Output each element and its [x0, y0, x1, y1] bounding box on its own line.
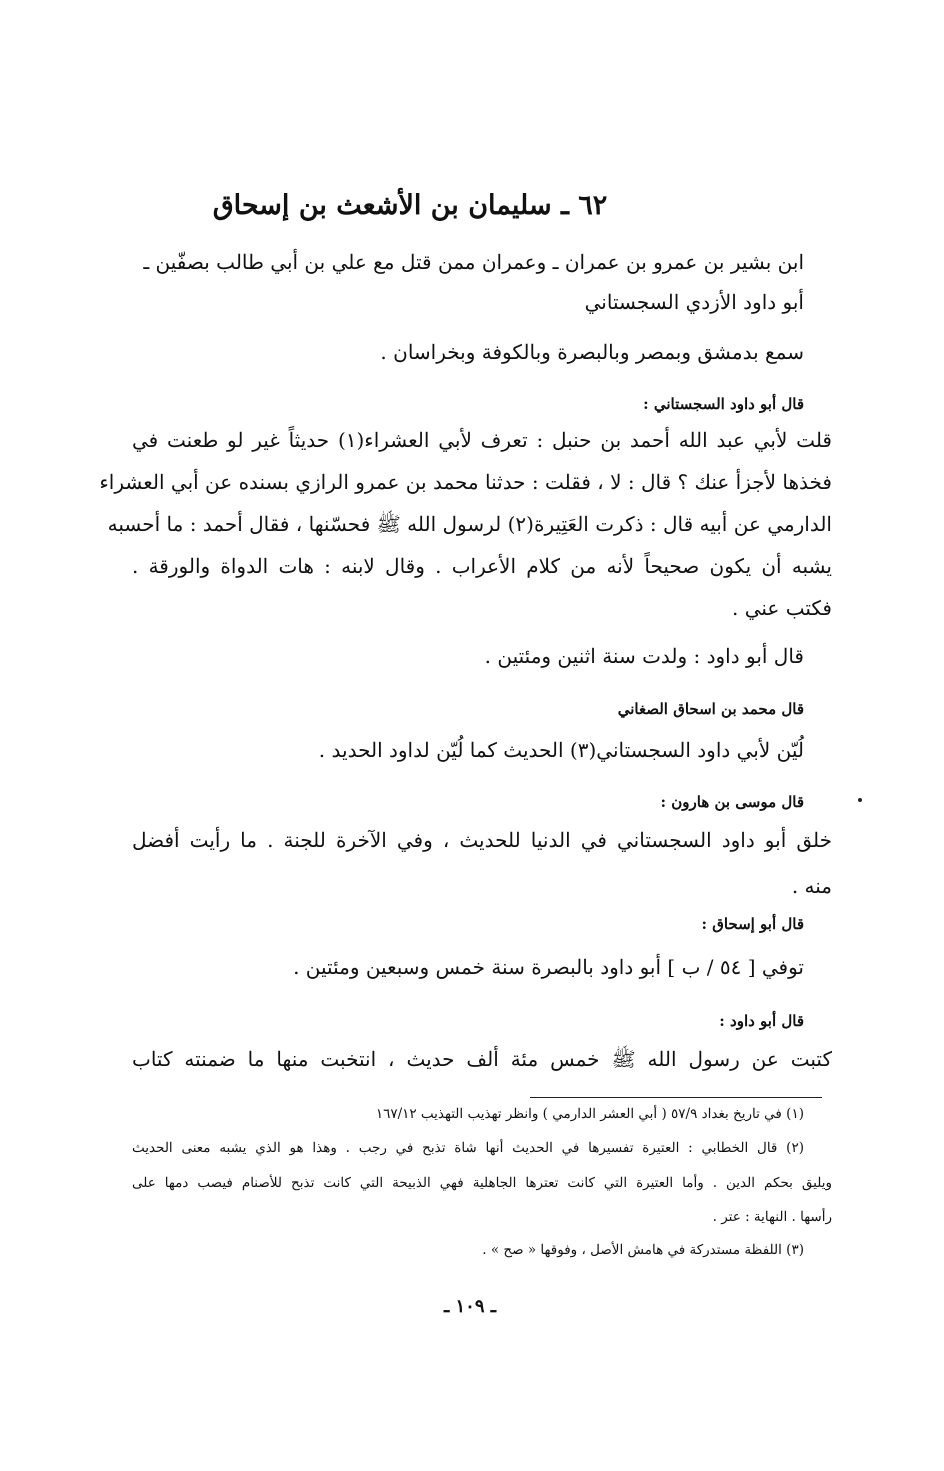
body-line: منه .	[791, 874, 832, 898]
footnote-2: (٢) قال الخطابي : العتيرة تفسيرها في الحديث أنها شاة تذبح في رجب . وهذا هو الذي يشبه معنى الحديث	[132, 1140, 804, 1156]
section-lead: قال محمد بن اسحاق الصغاني	[617, 700, 804, 718]
body-line: قال أبو داود : ولدت سنة اثنين ومئتين .	[484, 644, 804, 668]
footnote-separator	[530, 1097, 822, 1098]
footnote-2-cont: ويليق بحكم الدين . وأما العتيرة التي كانت تعترها الجاهلية فهي الذبيحة التي كانت تذبح للأصنام فيصب دمها على	[132, 1175, 832, 1191]
margin-dot	[858, 798, 862, 802]
body-line: توفي [ ٥٤ / ب ] أبو داود بالبصرة سنة خمس وسبعين ومئتين .	[293, 955, 804, 979]
section-lead: قال موسى بن هارون :	[660, 793, 804, 811]
footnote-2-end: رأسها . النهاية : عتر .	[712, 1209, 832, 1225]
body-line: فخذها لأجزأ عنك ؟ قال : لا ، فقلت : حدثنا محمد بن عمرو الرازي بسنده عن أبي العشراء	[99, 470, 832, 494]
body-line: لُيّن لأبي داود السجستاني(٣) الحديث كما لُيّن لداود الحديد .	[318, 738, 804, 762]
body-line: الدارمي عن أبيه قال : ذكرت العَتِيرة(٢) لرسول الله ﷺ فحسّنها ، فقال أحمد : ما أحسبه	[107, 512, 832, 536]
lineage-line-1: ابن بشير بن عمرو بن عمران ـ وعمران ممن قتل مع علي بن أبي طالب بصفّين ـ	[143, 250, 804, 274]
page-number: ـ ١٠٩ ـ	[443, 1296, 497, 1317]
intro-line: سمع بدمشق وبمصر وبالبصرة وبالكوفة وبخراسان .	[380, 340, 804, 364]
footnote-3: (٣) اللفظة مستدركة في هامش الأصل ، وفوقها « صح » .	[482, 1242, 804, 1258]
section-lead: قال أبو داود :	[719, 1012, 804, 1030]
body-line: يشبه أن يكون صحيحاً لأنه من كلام الأعراب . وقال لابنه : هات الدواة والورقة .	[132, 554, 832, 578]
body-line: خلق أبو داود السجستاني في الدنيا للحديث ، وفي الآخرة للجنة . ما رأيت أفضل	[132, 828, 832, 852]
lineage-line-2: أبو داود الأزدي السجستاني	[584, 290, 804, 314]
section-lead: قال أبو داود السجستاني :	[643, 395, 804, 413]
body-line: قلت لأبي عبد الله أحمد بن حنبل : تعرف لأبي العشراء(١) حديثاً غير لو طعنت في	[132, 428, 832, 452]
body-line: فكتب عني .	[732, 596, 832, 620]
footnote-1: (١) في تاريخ بغداد ٥٧/٩ ( أبي العشر الدارمي ) وانظر تهذيب التهذيب ١٦٧/١٢	[375, 1106, 804, 1122]
entry-title: ٦٢ ـ سليمان بن الأشعث بن إسحاق	[212, 190, 608, 221]
section-lead: قال أبو إسحاق :	[701, 915, 804, 933]
body-line: كتبت عن رسول الله ﷺ خمس مئة ألف حديث ، انتخبت منها ما ضمنته كتاب	[132, 1047, 832, 1071]
